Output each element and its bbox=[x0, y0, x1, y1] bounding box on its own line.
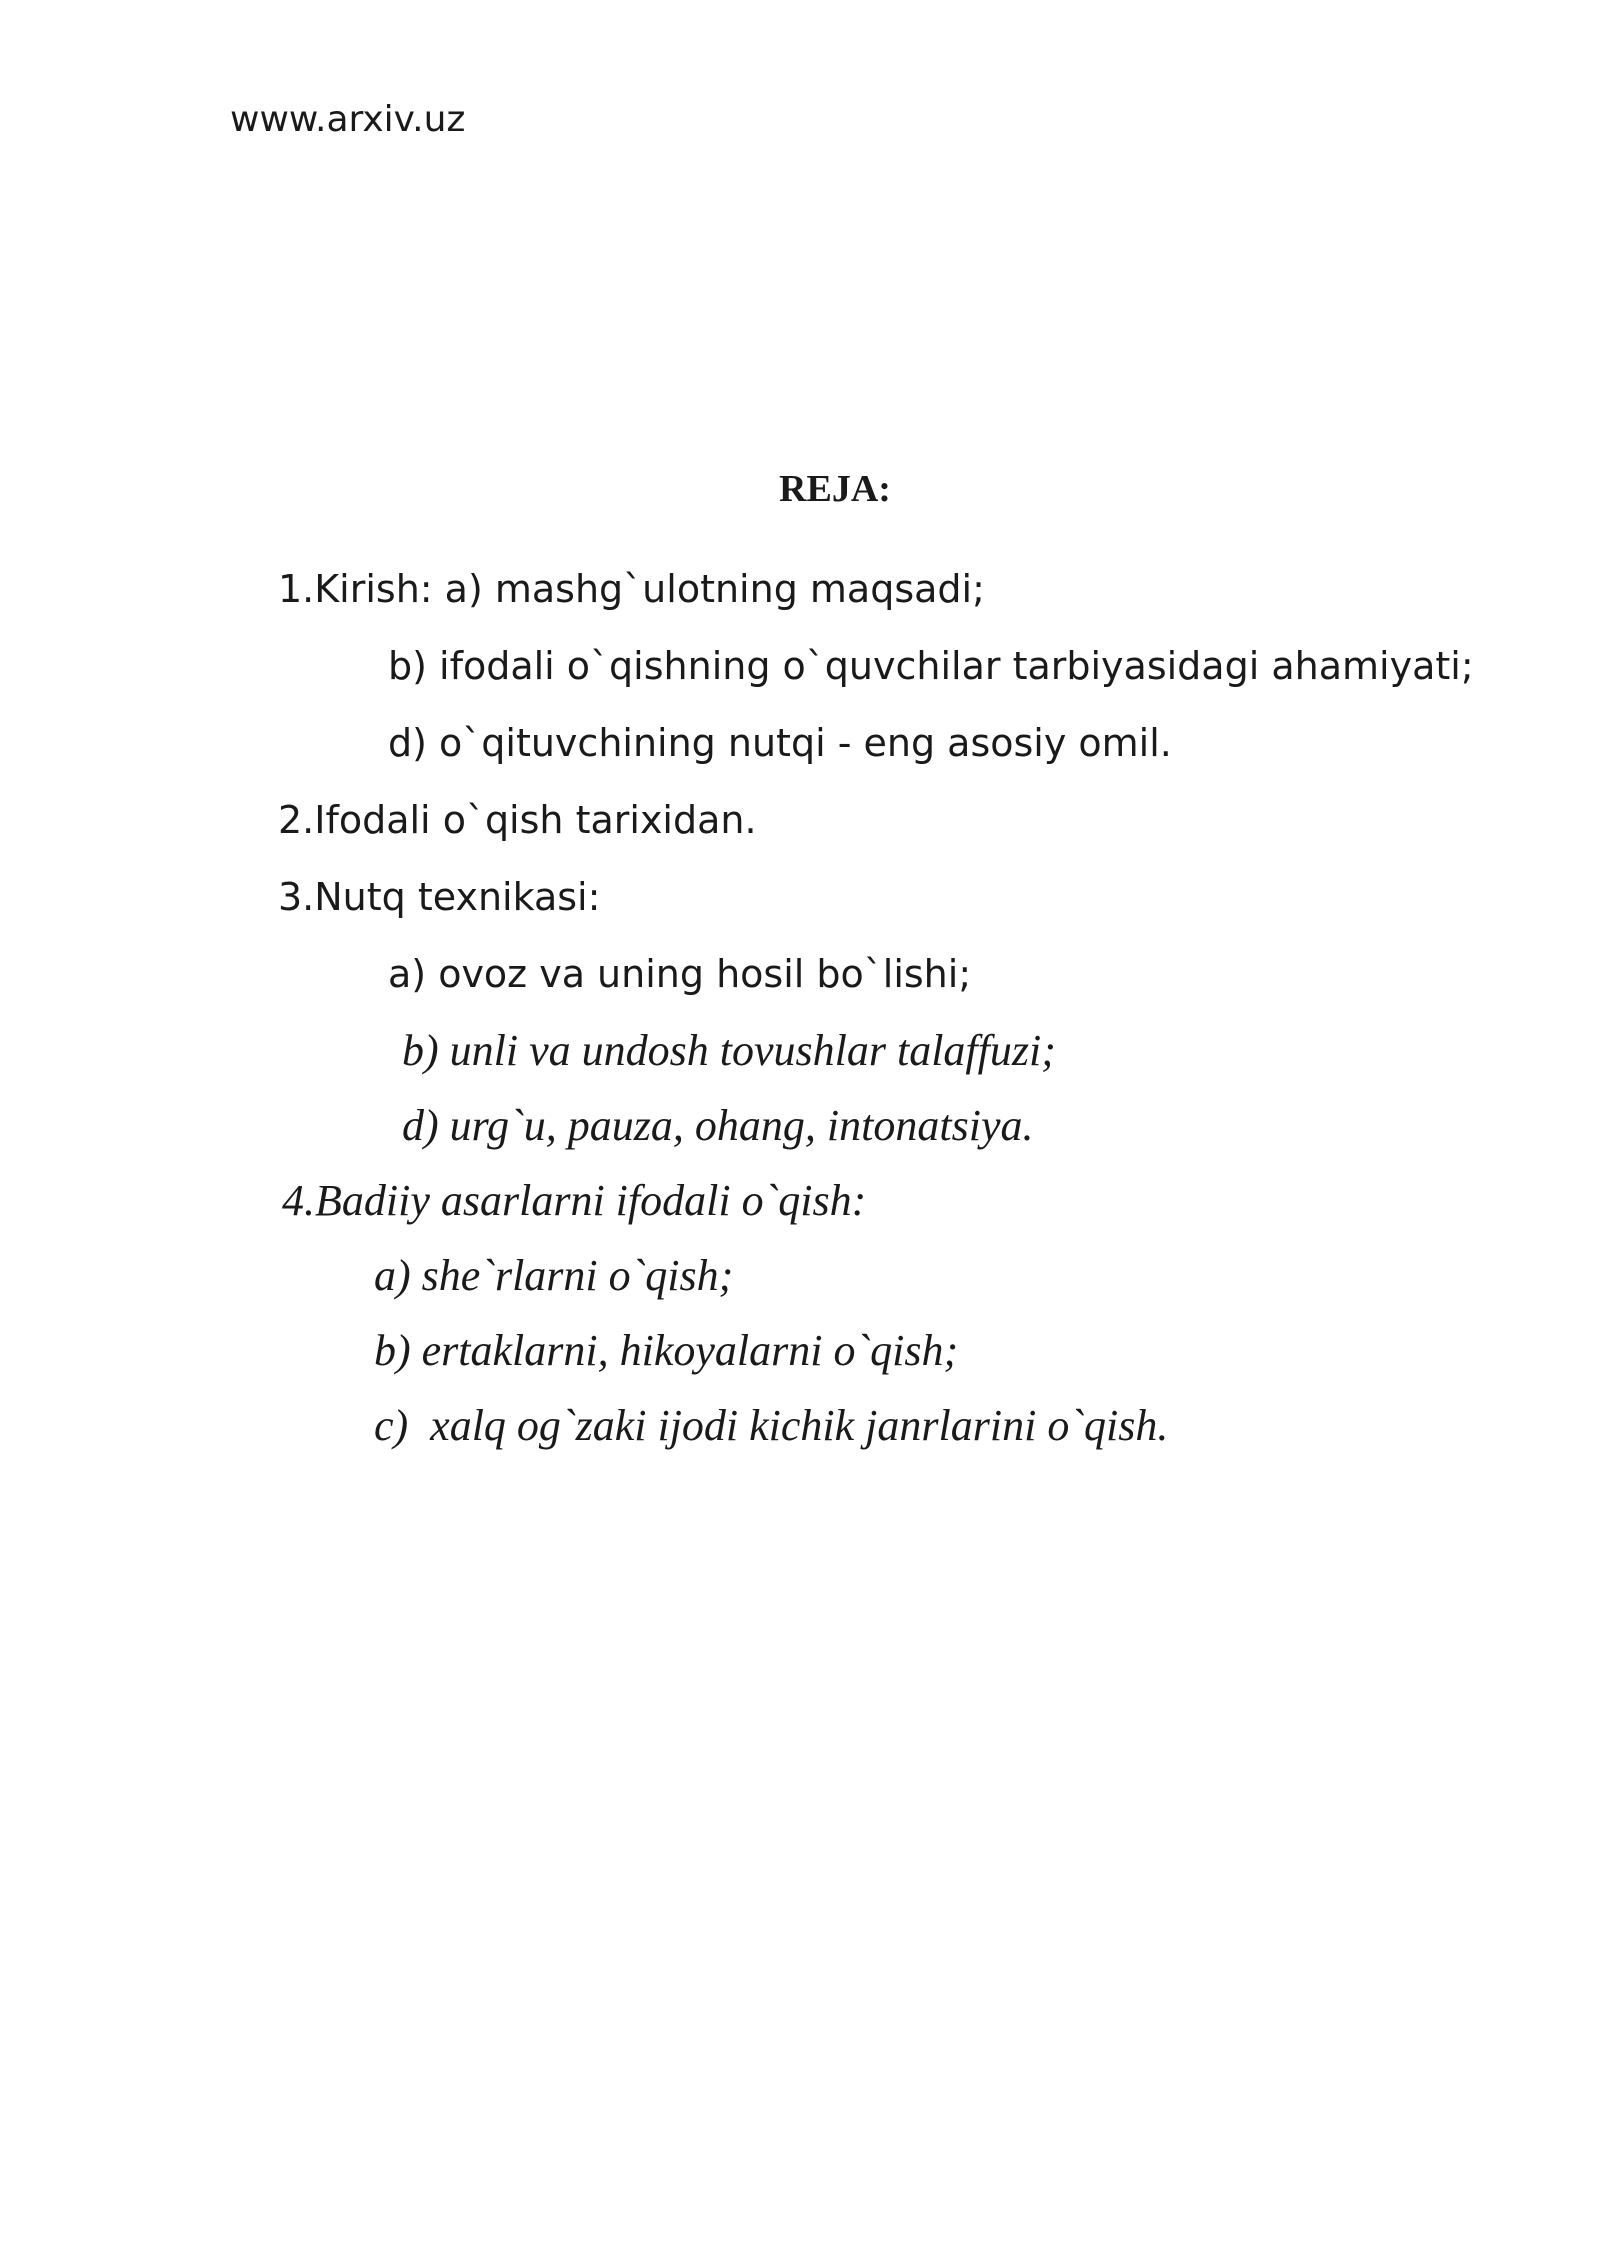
plan-item-4b: b) ertaklarni, hikoyalarni o`qish; bbox=[374, 1326, 959, 1375]
plan-item-3b: b) unli va undosh tovushlar talaffuzi; bbox=[402, 1026, 1056, 1075]
plan-item-2: 2.Ifodali o`qish tarixidan. bbox=[278, 798, 757, 842]
plan-item-4c: c) xalq og`zaki ijodi kichik janrlarini o`qish. bbox=[374, 1401, 1169, 1450]
plan-item-1b: b) ifodali o`qishning o`quvchilar tarbiyasidagi ahamiyati; bbox=[388, 644, 1474, 688]
plan-item-1: 1.Kirish: a) mashg`ulotning maqsadi; bbox=[278, 567, 985, 611]
site-url: www.arxiv.uz bbox=[230, 99, 466, 140]
page-title: REJA: bbox=[779, 468, 891, 510]
plan-item-3: 3.Nutq texnikasi: bbox=[278, 875, 601, 919]
plan-item-1d: d) o`qituvchining nutqi - eng asosiy omil. bbox=[388, 721, 1172, 765]
plan-item-4: 4.Badiiy asarlarni ifodali o`qish: bbox=[282, 1176, 867, 1225]
plan-item-4a: a) she`rlarni o`qish; bbox=[374, 1251, 734, 1300]
plan-item-3a: a) ovoz va uning hosil bo`lishi; bbox=[388, 952, 972, 996]
plan-item-3d: d) urg`u, pauza, ohang, intonatsiya. bbox=[402, 1101, 1034, 1150]
